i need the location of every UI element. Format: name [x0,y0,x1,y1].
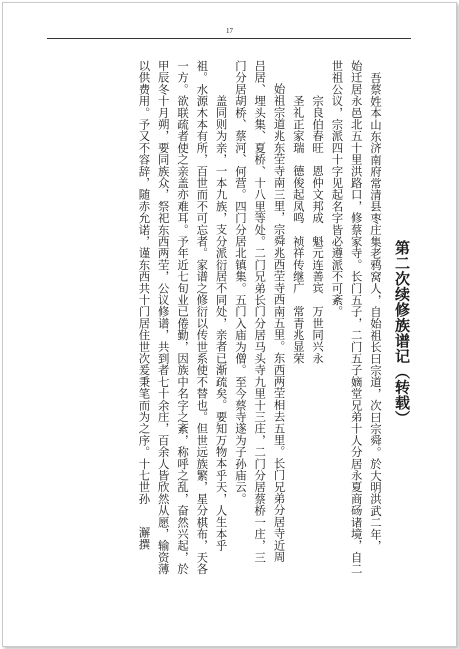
author-signature: 澥撰 [137,526,152,551]
text-column: 圣礼正家瑞 德俊起凤鸣 祯祥传继广 常青兆显荣 [291,95,306,365]
text-column: 始祖宗道兆东茔寺南三里，宗舜兆西茔寺西南五里。东西两茔相去五里。长门兄弟分居寺近周 [272,83,287,564]
text-column: 祖。水源木本有所，百世而不可忘者。家谱之修衍以传世系使不替也。但世远族繁，星分棋布，天各 [195,60,210,575]
document-title: 第二次续修族谱记（转载） [393,240,411,426]
text-column: 吾蔡姓本山东济南府常清县枣庄集老鸦窝人，自始祖长曰宗道，次曰宗舜。於大明洪武二年， [369,71,383,552]
text-column: 一方。欲联疏者使之亲盖亦难耳。予年近七旬业已倦勤，因族中名字之紊，称呼之乱，奋然兴起，於 [176,60,191,575]
text-column: 世祖公议，宗派四十字见起名字皆必遵派不可紊。 [330,60,345,318]
text-column-content: 以供费用。予又不容辞，随赤允诺，谨东西共十门居住世次爰秉笔而为之序。十七世孙 [137,60,152,505]
text-column: 门分居胡桥、蔡河、何营。四门分居北镇集。五门入庙为僧。至今蔡寺遂为子孙庙云。 [233,60,248,505]
text-column: 盖同则为亲，一本九族，支分派衍居不同处，亲者已渐疏矣。要知万物本乎天，人生本乎 [214,95,229,552]
text-column: 甲辰冬十月朔，要同族众，祭祀东西两茔，公议修谱，共到者七十余庄，百余人皆欣然从愿，输资薄 [156,60,171,575]
page-number: 17 [226,27,233,35]
text-column: 宗良伯春旺 恩仲文邦成 魁元连善宾 万世同兴永 [311,95,326,365]
text-column: 始迁居永邑北五十里洪路口，修蔡家寺。长门五子，二门五子嫡堂兄弟十人分居永夏商砀诸境，自二 [349,60,364,575]
header-rule [47,38,411,39]
document-body [134,60,413,630]
text-column: 吕居、埋头集、夏桥、十八里等处。二门兄弟长门分居马头寺九里十三庄，二门分居蔡桥一庄，三 [253,60,268,564]
text-column [134,60,153,630]
